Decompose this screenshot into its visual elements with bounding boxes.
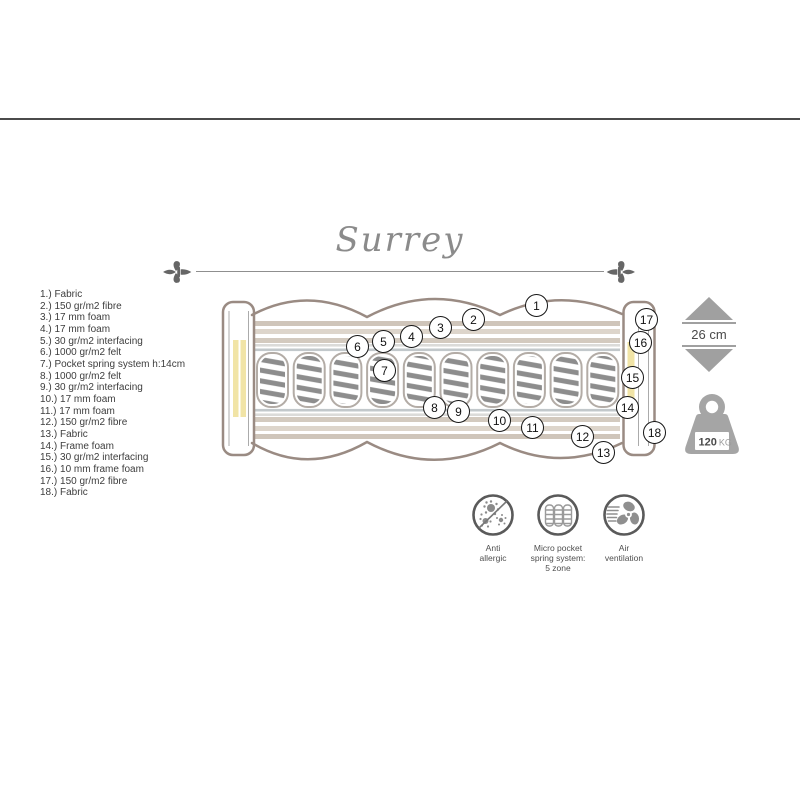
- callout-10: 10: [488, 409, 511, 432]
- callout-9: 9: [447, 400, 470, 423]
- callout-15: 15: [621, 366, 644, 389]
- legend-item: 15.) 30 gr/m2 interfacing: [40, 452, 149, 464]
- height-value: 26 cm: [691, 327, 727, 342]
- mattress-left-frame: [223, 302, 254, 455]
- legend-item: 4.) 17 mm foam: [40, 323, 111, 335]
- height-badge: [682, 297, 736, 372]
- legend-item: 11.) 17 mm foam: [40, 405, 115, 417]
- ornamental-divider-line: [196, 271, 604, 272]
- page-title: Surrey: [335, 220, 465, 260]
- legend-item: 2.) 150 gr/m2 fibre: [40, 300, 122, 312]
- fleur-de-lis-icon: [604, 258, 636, 286]
- legend-item: 13.) Fabric: [40, 428, 88, 440]
- callout-7: 7: [373, 359, 396, 382]
- callout-18: 18: [643, 421, 666, 444]
- callout-2: 2: [462, 308, 485, 331]
- svg-text:120KG: 120 KG: [698, 436, 732, 449]
- fleur-de-lis-icon: [162, 258, 194, 286]
- callout-6: 6: [346, 335, 369, 358]
- quilted-bottom-wave: [252, 442, 622, 460]
- pocket-spring: [294, 353, 325, 407]
- legend-item: 16.) 10 mm frame foam: [40, 463, 144, 475]
- legend-item: 12.) 150 gr/m2 fibre: [40, 417, 128, 429]
- legend-item: 8.) 1000 gr/m2 felt: [40, 370, 122, 382]
- quilted-top-wave: [252, 299, 622, 317]
- legend-item: 9.) 30 gr/m2 interfacing: [40, 382, 143, 394]
- anti-allergic-icon: [471, 493, 515, 537]
- legend-item: 7.) Pocket spring system h:14cm: [40, 358, 186, 370]
- legend-item: 10.) 17 mm foam: [40, 393, 116, 405]
- pocket-spring: [441, 353, 472, 407]
- top-divider-rule: [0, 118, 800, 120]
- micro-pocket-spring-icon: [536, 493, 580, 537]
- feature-air-ventilation: [588, 493, 660, 563]
- pocket-spring: [587, 353, 618, 407]
- materials-legend: [40, 289, 185, 499]
- weight-icon: [681, 392, 741, 464]
- callout-17: 17: [635, 308, 658, 331]
- pocket-spring: [330, 353, 361, 407]
- arrow-up-icon: [685, 297, 733, 320]
- air-ventilation-icon: [602, 493, 646, 537]
- arrow-down-icon: [685, 349, 733, 372]
- callout-11: 11: [521, 416, 544, 439]
- callout-16: 16: [629, 331, 652, 354]
- feature-label: Air ventilation: [604, 543, 644, 563]
- pocket-spring: [551, 353, 582, 407]
- legend-item: 18.) Fabric: [40, 487, 88, 499]
- feature-label: Micro pocket spring system: 5 zone: [530, 543, 586, 573]
- callout-14: 14: [616, 396, 639, 419]
- callout-4: 4: [400, 325, 423, 348]
- legend-item: 14.) Frame foam: [40, 440, 114, 452]
- callout-3: 3: [429, 316, 452, 339]
- callout-1: 1: [525, 294, 548, 317]
- legend-item: 6.) 1000 gr/m2 felt: [40, 347, 122, 359]
- callout-8: 8: [423, 396, 446, 419]
- pocket-spring: [477, 353, 508, 407]
- legend-item: 1.) Fabric: [40, 289, 83, 300]
- callout-12: 12: [571, 425, 594, 448]
- pocket-spring: [257, 353, 288, 407]
- feature-micro-pocket-spring: [518, 493, 598, 573]
- legend-item: 17.) 150 gr/m2 fibre: [40, 475, 128, 487]
- legend-item: 3.) 17 mm foam: [40, 312, 111, 324]
- feature-label: Anti allergic: [479, 543, 507, 563]
- pocket-spring: [514, 353, 545, 407]
- legend-item: 5.) 30 gr/m2 interfacing: [40, 335, 143, 347]
- callout-5: 5: [372, 330, 395, 353]
- callout-13: 13: [592, 441, 615, 464]
